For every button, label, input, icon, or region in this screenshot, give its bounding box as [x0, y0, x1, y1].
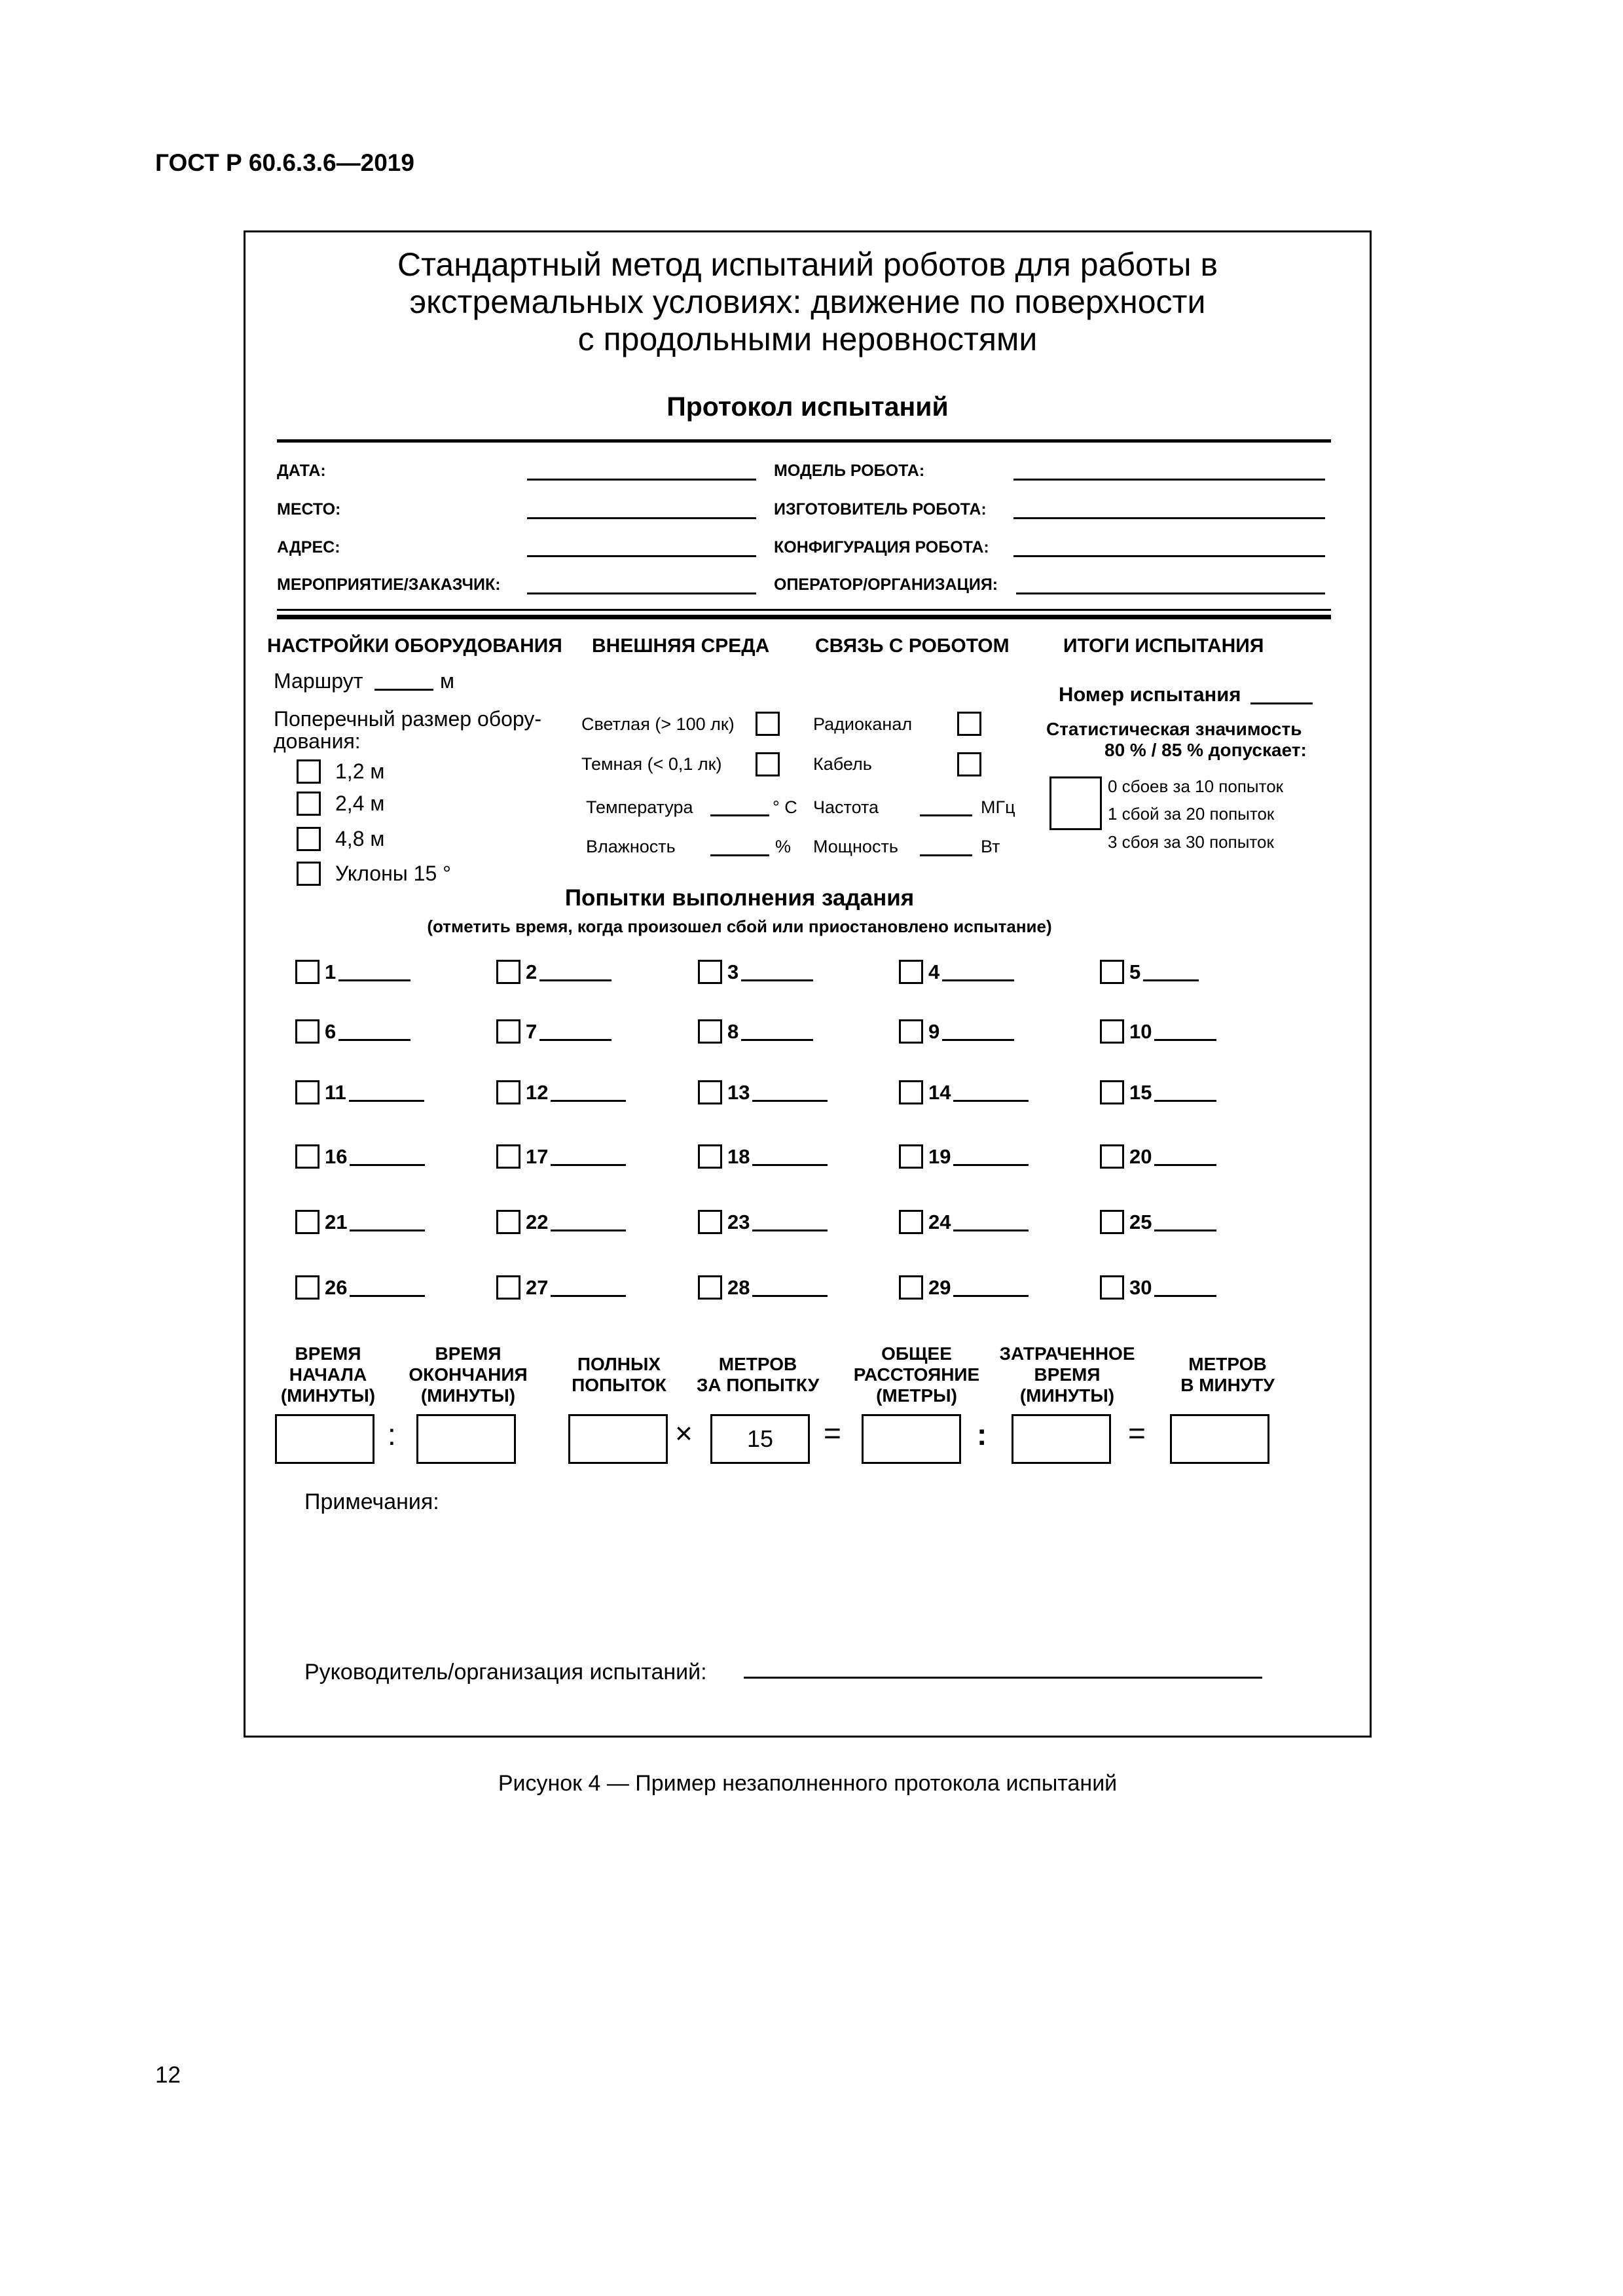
attempt-checkbox[interactable] — [496, 1144, 520, 1169]
trial-number-label: Номер испытания — [1059, 683, 1241, 706]
robot-maker-label: ИЗГОТОВИТЕЛЬ РОБОТА: — [774, 500, 987, 519]
attempt-time-field[interactable] — [338, 1039, 410, 1041]
notes-label: Примечания: — [304, 1489, 439, 1514]
attempt-number: 3 — [727, 960, 739, 983]
attempt-number: 27 — [526, 1276, 549, 1299]
temp-unit: ° С — [773, 797, 797, 817]
attempt-number: 15 — [1129, 1081, 1152, 1104]
attempt-checkbox[interactable] — [698, 1080, 722, 1104]
attempt-checkbox[interactable] — [698, 1019, 722, 1044]
attempt-checkbox[interactable] — [899, 1080, 923, 1104]
attempt-checkbox[interactable] — [295, 960, 319, 984]
size-4-8-label: 4,8 м — [335, 827, 385, 850]
attempt-item — [698, 1019, 813, 1044]
double-rule-bottom — [277, 615, 1331, 619]
attempt-checkbox[interactable] — [698, 1210, 722, 1234]
start-time-header — [270, 1343, 386, 1406]
robot-model-field[interactable] — [1013, 479, 1325, 481]
light-label: Светлая (> 100 лк) — [581, 714, 735, 734]
attempt-item — [1100, 1210, 1216, 1234]
size-label-1: Поперечный размер обору- — [274, 707, 541, 731]
attempt-number: 29 — [928, 1276, 951, 1299]
attempt-item — [698, 1144, 828, 1169]
total-distance-box[interactable] — [862, 1414, 961, 1464]
total-distance-header — [838, 1343, 995, 1406]
attempt-checkbox[interactable] — [496, 1210, 520, 1234]
results-heading: ИТОГИ ИСПЫТАНИЯ — [1063, 635, 1264, 657]
meters-per-attempt-box[interactable]: 15 — [710, 1414, 810, 1464]
attempts-title: Попытки выполнения задания — [564, 885, 915, 911]
size-2-4-label: 2,4 м — [335, 792, 385, 815]
attempt-item — [496, 1144, 626, 1169]
attempt-time-field[interactable] — [1143, 979, 1199, 981]
date-field[interactable] — [527, 479, 756, 481]
figure-caption: Рисунок 4 — Пример незаполненного протокола испытаний — [498, 1771, 1118, 1796]
freq-label: Частота — [813, 797, 879, 817]
attempt-number: 12 — [526, 1081, 549, 1104]
attempt-time-field[interactable] — [551, 1230, 626, 1231]
stat-significance-2: 80 % / 85 % допускает: — [1104, 740, 1307, 760]
result-box[interactable] — [1049, 776, 1102, 830]
attempt-number: 19 — [928, 1145, 951, 1168]
attempt-time-field[interactable] — [350, 1295, 425, 1297]
robot-model-label: МОДЕЛЬ РОБОТА: — [774, 462, 925, 480]
dark-label: Темная (< 0,1 лк) — [581, 754, 722, 774]
attempt-item — [899, 1275, 1029, 1300]
attempt-time-field[interactable] — [539, 1039, 611, 1041]
event-label: МЕРОПРИЯТИЕ/ЗАКАЗЧИК: — [277, 575, 501, 594]
robot-config-label: КОНФИГУРАЦИЯ РОБОТА: — [774, 538, 989, 556]
attempt-checkbox[interactable] — [899, 1275, 923, 1300]
title-line-1: Стандартный метод испытаний роботов для работы в — [397, 246, 1218, 283]
attempt-time-field[interactable] — [1154, 1295, 1216, 1297]
header-line: (МИНУТЫ) — [420, 1385, 516, 1406]
attempt-time-field[interactable] — [953, 1164, 1029, 1166]
attempt-number: 4 — [928, 960, 940, 983]
meters-per-attempt-header — [691, 1354, 825, 1396]
attempt-item — [496, 1019, 611, 1044]
times-operator: × — [675, 1416, 693, 1450]
attempt-time-field[interactable] — [350, 1230, 425, 1231]
trial-number-field[interactable] — [1250, 702, 1313, 704]
attempt-item — [295, 1210, 425, 1234]
event-field[interactable] — [527, 592, 756, 594]
attempt-checkbox[interactable] — [496, 1019, 520, 1044]
colon-operator: : — [977, 1417, 987, 1451]
full-attempts-box[interactable] — [568, 1414, 668, 1464]
attempt-number: 16 — [325, 1145, 348, 1168]
attempt-checkbox[interactable] — [1100, 1210, 1124, 1234]
attempt-time-field[interactable] — [942, 1039, 1014, 1041]
header-line: ВРЕМЯ — [295, 1343, 361, 1364]
size-2-4-checkbox[interactable] — [297, 792, 321, 816]
title-line-2: экстремальных условиях: движение по поверхности — [409, 283, 1206, 320]
title-line-3: с продольными неровностями — [577, 321, 1038, 357]
header-line: ЗА ПОПЫТКУ — [696, 1375, 820, 1395]
header-line: МЕТРОВ — [1188, 1354, 1267, 1374]
attempt-number: 21 — [325, 1211, 348, 1233]
attempt-checkbox[interactable] — [1100, 1019, 1124, 1044]
attempt-item — [295, 960, 410, 984]
temp-field[interactable] — [710, 814, 769, 816]
operator-label: ОПЕРАТОР/ОРГАНИЗАЦИЯ: — [774, 575, 998, 594]
attempt-number: 26 — [325, 1276, 348, 1299]
header-line: РАССТОЯНИЕ — [853, 1364, 980, 1385]
attempt-checkbox[interactable] — [295, 1019, 319, 1044]
attempt-number: 17 — [526, 1145, 549, 1168]
attempt-item — [899, 1080, 1029, 1104]
header-line: ЗАТРАЧЕННОЕ — [999, 1343, 1135, 1364]
attempt-item — [496, 960, 611, 984]
attempt-item — [698, 1080, 828, 1104]
attempt-checkbox[interactable] — [1100, 1275, 1124, 1300]
double-rule-top — [277, 609, 1331, 611]
attempt-checkbox[interactable] — [496, 1080, 520, 1104]
dark-checkbox[interactable] — [756, 752, 780, 776]
attempt-time-field[interactable] — [752, 1100, 828, 1102]
result-option-1: 0 сбоев за 10 попыток — [1108, 776, 1284, 796]
attempt-number: 6 — [325, 1020, 337, 1043]
header-line: НАЧАЛА — [289, 1364, 367, 1385]
attempt-time-field[interactable] — [551, 1100, 626, 1102]
attempt-number: 14 — [928, 1081, 951, 1104]
attempt-time-field[interactable] — [1154, 1164, 1216, 1166]
attempt-checkbox[interactable] — [1100, 1080, 1124, 1104]
equals-operator: = — [1128, 1416, 1146, 1450]
attempt-number: 5 — [1129, 960, 1141, 983]
route-label: Маршрут — [274, 669, 363, 693]
attempt-item — [1100, 1275, 1216, 1300]
attempt-number: 8 — [727, 1020, 739, 1043]
header-line: ВРЕМЯ — [435, 1343, 501, 1364]
place-field[interactable] — [527, 517, 756, 519]
full-attempts-header — [562, 1354, 676, 1396]
attempt-time-field[interactable] — [942, 979, 1014, 981]
size-1-2-label: 1,2 м — [335, 759, 385, 783]
environment-heading: ВНЕШНЯЯ СРЕДА — [592, 635, 770, 657]
size-4-8-checkbox[interactable] — [297, 827, 321, 851]
freq-field[interactable] — [920, 814, 972, 816]
header-line: (МИНУТЫ) — [1019, 1385, 1115, 1406]
robot-config-field[interactable] — [1013, 555, 1325, 557]
header-line: ПОПЫТОК — [572, 1375, 666, 1395]
attempt-item — [899, 1019, 1014, 1044]
operator-field[interactable] — [1016, 592, 1325, 594]
size-1-2-checkbox[interactable] — [297, 759, 321, 784]
start-time-box[interactable] — [275, 1414, 374, 1464]
route-unit: м — [440, 669, 454, 693]
attempt-number: 30 — [1129, 1276, 1152, 1299]
light-checkbox[interactable] — [756, 712, 780, 736]
top-rule — [277, 439, 1331, 443]
attempt-item — [899, 1210, 1029, 1234]
stat-significance-1: Статистическая значимость — [1046, 719, 1302, 739]
attempt-item — [698, 1275, 828, 1300]
freq-unit: МГц — [981, 797, 1015, 817]
attempt-checkbox[interactable] — [1100, 1144, 1124, 1169]
attempt-item — [295, 1019, 410, 1044]
attempt-checkbox[interactable] — [295, 1210, 319, 1234]
result-option-3: 3 сбоя за 30 попыток — [1108, 832, 1274, 852]
place-label: МЕСТО: — [277, 500, 341, 519]
attempt-time-field[interactable] — [551, 1295, 626, 1297]
attempt-time-field[interactable] — [539, 979, 611, 981]
form-title — [244, 246, 1372, 358]
meters-per-minute-header — [1159, 1354, 1296, 1396]
attempt-checkbox[interactable] — [698, 1275, 722, 1300]
attempt-time-field[interactable] — [953, 1230, 1029, 1231]
attempt-time-field[interactable] — [752, 1295, 828, 1297]
signature-field[interactable] — [744, 1677, 1262, 1679]
attempt-time-field[interactable] — [741, 1039, 813, 1041]
attempt-item — [899, 1144, 1029, 1169]
attempt-number: 13 — [727, 1081, 750, 1104]
attempt-checkbox[interactable] — [295, 1275, 319, 1300]
header-line: ВРЕМЯ — [1034, 1364, 1101, 1385]
size-label-2: дования: — [274, 729, 361, 753]
end-time-header — [396, 1343, 540, 1406]
robot-maker-field[interactable] — [1013, 517, 1325, 519]
attempt-checkbox[interactable] — [1100, 960, 1124, 984]
attempt-checkbox[interactable] — [295, 1080, 319, 1104]
equipment-heading: НАСТРОЙКИ ОБОРУДОВАНИЯ — [267, 635, 562, 657]
attempt-time-field[interactable] — [349, 1100, 424, 1102]
attempt-checkbox[interactable] — [899, 1019, 923, 1044]
header-line: (МИНУТЫ) — [280, 1385, 376, 1406]
slopes-label: Уклоны 15 ° — [335, 862, 451, 885]
attempt-number: 20 — [1129, 1145, 1152, 1168]
meters-per-minute-box[interactable] — [1170, 1414, 1269, 1464]
attempt-time-field[interactable] — [338, 979, 410, 981]
attempt-item — [1100, 960, 1199, 984]
attempt-checkbox[interactable] — [496, 1275, 520, 1300]
header-line: (МЕТРЫ) — [876, 1385, 957, 1406]
attempt-number: 7 — [526, 1020, 538, 1043]
colon-operator: : — [388, 1417, 396, 1451]
attempt-item — [496, 1275, 626, 1300]
attempts-note: (отметить время, когда произошел сбой или приостановлено испытание) — [427, 917, 1052, 936]
attempt-item — [698, 1210, 828, 1234]
attempt-item — [899, 960, 1014, 984]
power-unit: Вт — [981, 837, 1000, 856]
time-spent-header — [985, 1343, 1149, 1406]
attempt-number: 10 — [1129, 1020, 1152, 1043]
attempt-item — [698, 960, 813, 984]
radio-checkbox[interactable] — [957, 712, 981, 736]
attempt-time-field[interactable] — [551, 1164, 626, 1166]
attempt-time-field[interactable] — [350, 1164, 425, 1166]
attempt-item — [295, 1144, 425, 1169]
attempt-time-field[interactable] — [752, 1164, 828, 1166]
temp-label: Температура — [586, 797, 693, 817]
attempt-checkbox[interactable] — [496, 960, 520, 984]
attempt-checkbox[interactable] — [899, 1210, 923, 1234]
attempt-time-field[interactable] — [953, 1100, 1029, 1102]
attempt-item — [295, 1275, 425, 1300]
attempt-number: 2 — [526, 960, 538, 983]
attempt-item — [496, 1080, 626, 1104]
header-line: МЕТРОВ — [718, 1354, 797, 1374]
attempt-item — [295, 1080, 424, 1104]
attempt-time-field[interactable] — [1154, 1100, 1216, 1102]
header-line: ОБЩЕЕ — [881, 1343, 952, 1364]
attempt-number: 24 — [928, 1211, 951, 1233]
attempt-checkbox[interactable] — [698, 1144, 722, 1169]
attempt-checkbox[interactable] — [899, 1144, 923, 1169]
attempt-item — [496, 1210, 626, 1234]
humidity-label: Влажность — [586, 837, 676, 856]
attempt-time-field[interactable] — [741, 979, 813, 981]
attempt-number: 11 — [325, 1081, 346, 1104]
humidity-unit: % — [775, 837, 792, 856]
header-line: ОКОНЧАНИЯ — [409, 1364, 528, 1385]
route-field[interactable] — [374, 689, 433, 691]
attempt-checkbox[interactable] — [295, 1144, 319, 1169]
power-field[interactable] — [920, 854, 972, 856]
attempt-number: 28 — [727, 1276, 750, 1299]
attempt-number: 25 — [1129, 1211, 1152, 1233]
signature-label: Руководитель/организация испытаний: — [304, 1660, 707, 1685]
form-subtitle: Протокол испытаний — [666, 392, 949, 422]
cable-label: Кабель — [813, 754, 872, 774]
equals-operator: = — [824, 1416, 841, 1450]
attempt-item — [1100, 1080, 1216, 1104]
header-line: В МИНУТУ — [1180, 1375, 1275, 1395]
attempt-checkbox[interactable] — [698, 960, 722, 984]
document-code: ГОСТ Р 60.6.3.6—2019 — [155, 149, 414, 176]
attempt-time-field[interactable] — [752, 1230, 828, 1231]
power-label: Мощность — [813, 837, 898, 856]
attempt-item — [1100, 1019, 1216, 1044]
slopes-checkbox[interactable] — [297, 862, 321, 886]
attempt-checkbox[interactable] — [899, 960, 923, 984]
humidity-field[interactable] — [710, 854, 769, 856]
attempt-number: 9 — [928, 1020, 940, 1043]
attempt-time-field[interactable] — [953, 1295, 1029, 1297]
attempt-time-field[interactable] — [1154, 1230, 1216, 1231]
date-label: ДАТА: — [277, 462, 326, 480]
header-line: ПОЛНЫХ — [577, 1354, 661, 1374]
attempt-time-field[interactable] — [1154, 1039, 1216, 1041]
time-spent-box[interactable] — [1012, 1414, 1111, 1464]
cable-checkbox[interactable] — [957, 752, 981, 776]
radio-label: Радиоканал — [813, 714, 913, 734]
attempt-number: 18 — [727, 1145, 750, 1168]
address-field[interactable] — [527, 555, 756, 557]
attempt-item — [1100, 1144, 1216, 1169]
attempt-number: 1 — [325, 960, 337, 983]
result-option-2: 1 сбой за 20 попыток — [1108, 804, 1275, 824]
address-label: АДРЕС: — [277, 538, 340, 556]
attempt-number: 23 — [727, 1211, 750, 1233]
end-time-box[interactable] — [416, 1414, 516, 1464]
attempt-number: 22 — [526, 1211, 549, 1233]
page-number: 12 — [155, 2062, 181, 2088]
comms-heading: СВЯЗЬ С РОБОТОМ — [815, 635, 1010, 657]
